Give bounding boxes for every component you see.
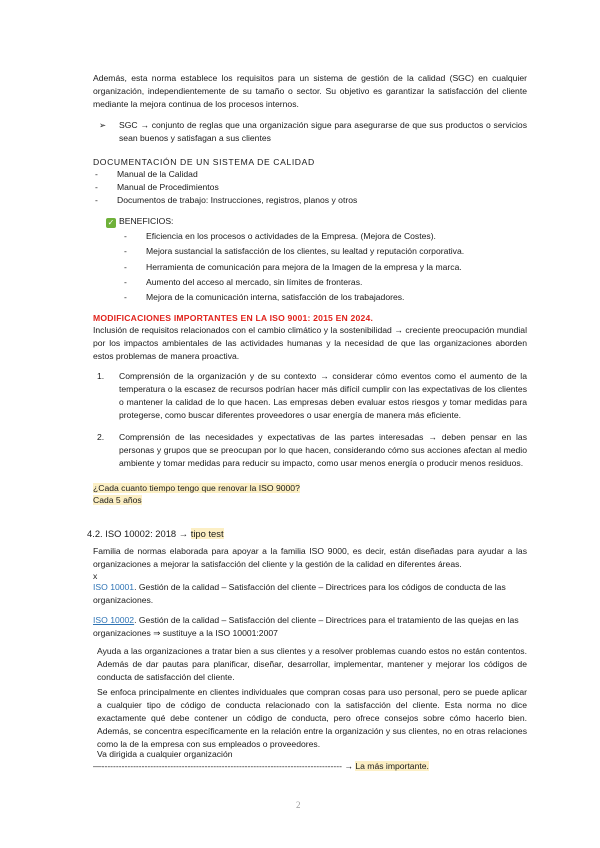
focus-paragraph: Se enfoca principalmente en clientes individuales que compran cosas para uso personal, pero se puede aplicar a cualquier tipo de código de conducta relacionado con la satisfacción del cliente. Esta norma no dice exactamente qué debe contener un código de conducta, pero ofrece consejos sobre cómo hacerlo bien. Además, se concentra específicamente en la relación entre la organización y sus clientes, no en otras relaciones como la de la empresa con sus empleados o proveedores. (97, 687, 527, 749)
benefit-item: - Eficiencia en los procesos o actividades de la Empresa. (Mejora de Costes). (124, 231, 436, 241)
intro-paragraph: Además, esta norma establece los requisitos para un sistema de gestión de la calidad (SGC) en cualquier organización, independientemente de su tamaño o sector. Su objetivo es garantizar la satisfacción del cliente mediante la mejora continua de los procesos internos. (93, 73, 527, 109)
page-number: 2 (296, 800, 301, 810)
question: ¿Cada cuanto tiempo tengo que renovar la ISO 9000? (93, 483, 300, 493)
arrow-bullet-icon: ➢ (99, 120, 107, 130)
most-important: La más importante. (355, 761, 429, 771)
section-tag: tipo test (190, 528, 224, 539)
family-text: Familia de normas elaborada para apoyar a la familia ISO 9000, es decir, están diseñadas para ayudar a las organizaciones a mejorar la satisfacción del cliente y la gestión de la calidad en diferentes áreas. (93, 546, 527, 569)
x-mark: x (93, 571, 98, 581)
dashline-row: —------------------------------------------------------------------------------------ → La más importante. (93, 761, 429, 771)
iso10001-line: ISO 10001. Gestión de la calidad – Satisfacción del cliente – Directrices para los códigos de conducta de las organizaciones. (93, 582, 506, 605)
help-paragraph: Ayuda a las organizaciones a tratar bien a sus clientes y a resolver problemas cuando estos no están contentos. Además de dar pautas para planificar, diseñar, desarrollar, implementar, mantener y mejorar los códigos de conducta de satisfacción del cliente. (97, 646, 527, 682)
checkmark-icon: ✓ (107, 218, 115, 227)
modifications-heading: MODIFICACIONES IMPORTANTES EN LA ISO 9001: 2015 EN 2024. (93, 313, 374, 323)
directed-line: Va dirigida a cualquier organización (97, 749, 233, 759)
numbered-item-2: 2. Comprensión de las necesidades y expectativas de las partes interesadas → deben pensar en las personas y grupos que se preocupan por lo que hacen, considerando cómo sus acciones afectan al medio ambiente y tomar medidas para reducir su impacto, como usar menos energía o producir menos residuos. (97, 432, 527, 468)
benefit-item: - Mejora de la comunicación interna, satisfacción de los trabajadores. (124, 292, 405, 303)
iso10001-code: ISO 10001 (93, 582, 135, 592)
sgc-bullet-text: SGC → conjunto de reglas que una organización sigue para asegurarse de que sus productos o servicios sean buenos y satisfagan a sus clientes (119, 120, 527, 143)
modifications-text: Inclusión de requisitos relacionados con el cambio climático y la sostenibilidad → creciente preocupación mundial por los impactos ambientales de las actividades humanas y la necesidad de que las organizaciones aborden estos problemas de manera proactiva. (93, 325, 527, 361)
doc-item: - Manual de Procedimientos (95, 181, 219, 192)
section-title: 4.2. ISO 10002: 2018 → tipo test (87, 528, 224, 539)
iso10002-link[interactable]: ISO 10002 (93, 615, 135, 625)
benefits-heading: ✓ BENEFICIOS: (107, 216, 174, 227)
benefit-item: - Mejora sustancial la satisfacción de los clientes, su lealtad y reputación corporativa. (124, 246, 465, 257)
numbered-item-1: 1. Comprensión de la organización y de su contexto → considerar cómo eventos como el aumento de la temperatura o la escasez de recursos podrían hacer más difícil cumplir con las expectativas de los clientes o mantener la calidad de lo que hacen. Las empresas deben evaluar estos riesgos y tomar medidas para protegerse, como buscar diferentes proveedores o usar energía de manera más eficiente. (97, 371, 527, 420)
doc-list (95, 168, 495, 207)
benefit-item: - Herramienta de comunicación para mejora de la Imagen de la empresa y la marca. (124, 261, 462, 272)
doc-heading: DOCUMENTACIÓN DE UN SISTEMA DE CALIDAD (93, 157, 315, 167)
benefit-item: - Aumento del acceso al mercado, sin límites de fronteras. (124, 276, 363, 287)
iso10002-line: ISO 10002. Gestión de la calidad – Satisfacción del cliente – Directrices para el tratamiento de las quejas en las organizaciones ⇒ sustituye a la ISO 10001:2007 (93, 615, 519, 638)
benefits-list (124, 229, 524, 305)
sgc-bullet (99, 119, 527, 145)
answer: Cada 5 años (93, 495, 142, 505)
doc-item: - Manual de la Calidad (95, 169, 198, 179)
doc-item: - Documentos de trabajo: Instrucciones, registros, planos y otros (95, 194, 358, 205)
